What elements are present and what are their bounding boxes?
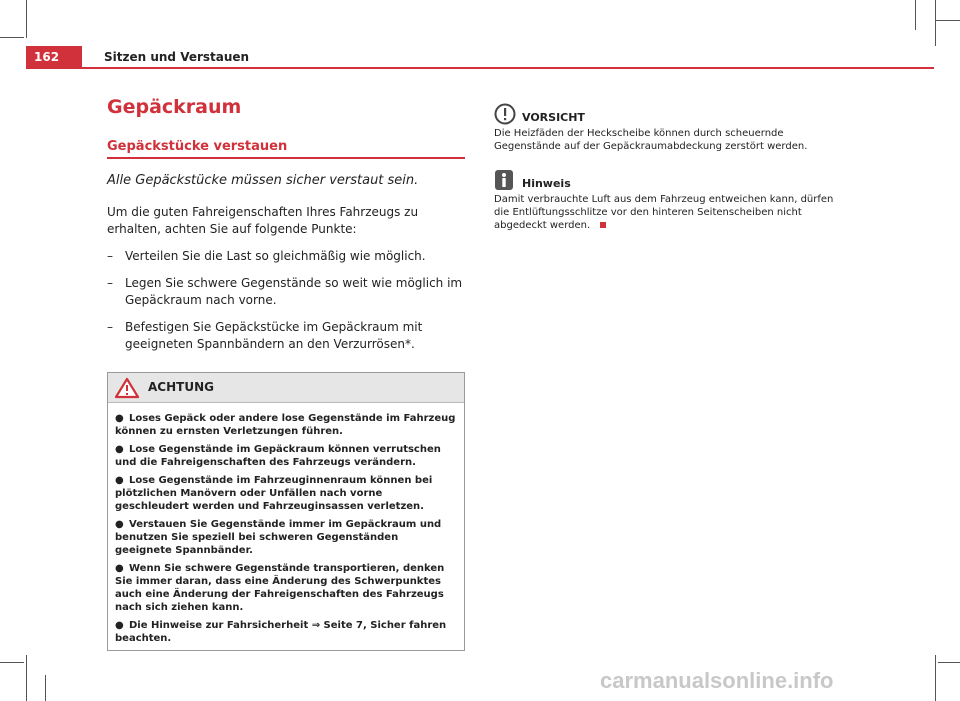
warning-item bbox=[115, 412, 457, 438]
warning-item-text: Loses Gepäck oder andere lose Gegenstände im Fahrzeug können zu ernsten Verletzungen führen. bbox=[115, 413, 456, 437]
crop-mark bbox=[45, 675, 46, 701]
crop-mark bbox=[26, 0, 27, 38]
warning-item-text: Wenn Sie schwere Gegenstände transportieren, denken Sie immer daran, dass eine Änderung des Schwerpunktes auch eine Änderung der Fahreigenschaften des Fahrzeugs nach sich ziehen kann. bbox=[115, 563, 445, 613]
crop-mark bbox=[0, 662, 24, 663]
warning-item bbox=[115, 619, 457, 645]
page-number: 162 bbox=[26, 46, 82, 68]
header-rule bbox=[26, 67, 934, 69]
warning-item-text: Lose Gegenstände im Fahrzeuginnenraum können bei plötzlichen Manövern oder Unfällen nach vorne geschleudert werden und Fahrzeuginsassen verletzen. bbox=[115, 475, 433, 512]
bullet: ● bbox=[115, 475, 124, 486]
bullet: ● bbox=[115, 444, 124, 455]
warning-item bbox=[115, 474, 457, 513]
list-item bbox=[107, 275, 465, 309]
warning-box bbox=[107, 372, 465, 651]
list-item bbox=[107, 248, 465, 265]
warning-title: ACHTUNG bbox=[148, 380, 214, 394]
left-column bbox=[107, 96, 465, 651]
warning-item bbox=[115, 562, 457, 614]
crop-mark bbox=[935, 655, 936, 701]
caution-title: VORSICHT bbox=[522, 111, 585, 124]
crop-mark bbox=[938, 662, 960, 663]
caution-header bbox=[494, 103, 844, 125]
watermark: carmanualsonline.info bbox=[600, 668, 834, 693]
bullet: ● bbox=[115, 620, 124, 631]
page-title: Gepäckraum bbox=[107, 96, 242, 118]
section-title: Sitzen und Verstauen bbox=[104, 50, 250, 64]
note-text-content: Damit verbrauchte Luft aus dem Fahrzeug entweichen kann, dürfen die Entlüftungsschlitze vor den hinteren Seitenscheiben nicht abgedeckt werden. bbox=[494, 194, 834, 231]
dash-bullet: – bbox=[107, 276, 113, 290]
bullet: ● bbox=[115, 413, 124, 424]
lead-sentence: Alle Gepäckstücke müssen sicher verstaut sein. bbox=[107, 173, 419, 188]
warning-item-text: Lose Gegenstände im Gepäckraum können verrutschen und die Fahreigenschaften des Fahrzeugs verändern. bbox=[115, 444, 441, 468]
info-note-icon bbox=[494, 169, 514, 191]
dash-bullet: – bbox=[107, 249, 113, 263]
warning-item-text: Die Hinweise zur Fahrsicherheit ⇒ Seite 7, Sicher fahren beachten. bbox=[115, 620, 447, 644]
right-column bbox=[494, 103, 844, 232]
dash-bullet: – bbox=[107, 320, 113, 334]
bullet: ● bbox=[115, 519, 124, 530]
note-title: Hinweis bbox=[522, 177, 571, 190]
section-subtitle: Gepäckstücke verstauen bbox=[107, 139, 465, 159]
crop-mark bbox=[26, 655, 27, 701]
section-end-marker bbox=[600, 222, 606, 228]
warning-item bbox=[115, 443, 457, 469]
intro-paragraph: Um die guten Fahreigenschaften Ihres Fahrzeugs zu erhalten, achten Sie auf folgende Punkte: bbox=[107, 205, 419, 236]
caution-exclamation-icon bbox=[494, 103, 516, 125]
note-header bbox=[494, 169, 844, 191]
list-item bbox=[107, 319, 465, 353]
note-text bbox=[494, 193, 844, 232]
warning-triangle-icon bbox=[114, 377, 140, 399]
caution-text: Die Heizfäden der Heckscheibe können durch scheuernde Gegenstände auf der Gepäckraumabdeckung zerstört werden. bbox=[494, 128, 808, 152]
crop-mark bbox=[935, 0, 936, 46]
crop-mark bbox=[935, 20, 960, 21]
warning-body bbox=[108, 403, 464, 650]
crop-mark bbox=[915, 0, 916, 30]
warning-item-text: Verstauen Sie Gegenstände immer im Gepäckraum und benutzen Sie speziell bei schweren Gegenständen geeignete Spannbänder. bbox=[115, 519, 442, 556]
warning-item bbox=[115, 518, 457, 557]
bullet: ● bbox=[115, 563, 124, 574]
list-item-text: Verteilen Sie die Last so gleichmäßig wie möglich. bbox=[125, 249, 426, 263]
list-item-text: Legen Sie schwere Gegenstände so weit wie möglich im Gepäckraum nach vorne. bbox=[125, 276, 463, 307]
list-item-text: Befestigen Sie Gepäckstücke im Gepäckraum mit geeigneten Spannbändern an den Verzurrösen*. bbox=[125, 320, 423, 351]
crop-mark bbox=[0, 37, 24, 38]
warning-header bbox=[108, 373, 464, 403]
